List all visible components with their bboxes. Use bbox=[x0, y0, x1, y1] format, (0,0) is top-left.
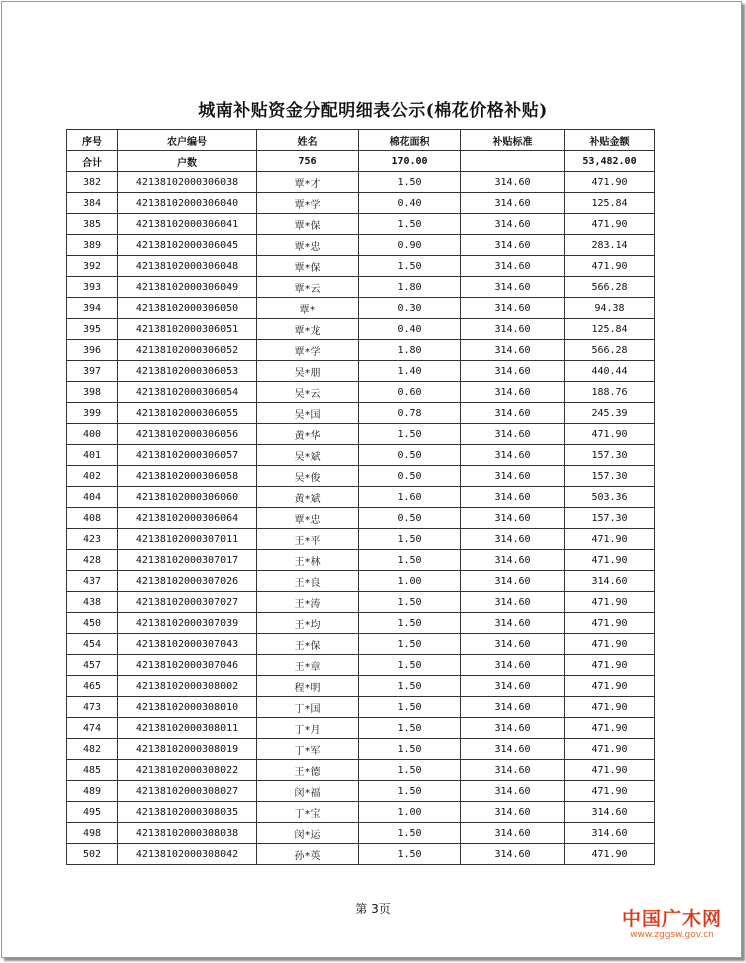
name-cell: 覃* bbox=[257, 298, 359, 319]
rate-cell: 314.60 bbox=[461, 361, 565, 382]
seq-cell: 395 bbox=[67, 319, 118, 340]
farmer-id-cell: 42138102000306045 bbox=[118, 235, 257, 256]
amount-cell: 314.60 bbox=[565, 802, 655, 823]
farmer-id-cell: 42138102000307043 bbox=[118, 634, 257, 655]
table-row bbox=[67, 277, 655, 298]
watermark-url: www.zggsw.gov.cn bbox=[630, 930, 714, 940]
seq-cell: 398 bbox=[67, 382, 118, 403]
rate-cell: 314.60 bbox=[461, 823, 565, 844]
rate-cell: 314.60 bbox=[461, 445, 565, 466]
name-cell: 覃*保 bbox=[257, 256, 359, 277]
amount-cell: 471.90 bbox=[565, 550, 655, 571]
seq-cell: 498 bbox=[67, 823, 118, 844]
name-cell: 王*均 bbox=[257, 613, 359, 634]
table-row bbox=[67, 361, 655, 382]
farmer-id-cell: 42138102000306058 bbox=[118, 466, 257, 487]
amount-cell: 94.38 bbox=[565, 298, 655, 319]
farmer-id-cell: 42138102000307046 bbox=[118, 655, 257, 676]
area-cell: 1.60 bbox=[359, 487, 461, 508]
farmer-id-cell: 42138102000308038 bbox=[118, 823, 257, 844]
column-header-farmer-id: 农户编号 bbox=[118, 130, 257, 151]
amount-cell: 471.90 bbox=[565, 256, 655, 277]
name-cell: 丁*宝 bbox=[257, 802, 359, 823]
table-row bbox=[67, 550, 655, 571]
area-cell: 1.50 bbox=[359, 739, 461, 760]
farmer-id-cell: 42138102000306057 bbox=[118, 445, 257, 466]
farmer-id-cell: 42138102000306052 bbox=[118, 340, 257, 361]
table-row bbox=[67, 634, 655, 655]
column-header-name: 姓名 bbox=[257, 130, 359, 151]
name-cell: 王*林 bbox=[257, 550, 359, 571]
rate-cell: 314.60 bbox=[461, 424, 565, 445]
seq-cell: 399 bbox=[67, 403, 118, 424]
farmer-id-cell: 42138102000306056 bbox=[118, 424, 257, 445]
seq-cell: 402 bbox=[67, 466, 118, 487]
name-cell: 吴*朋 bbox=[257, 361, 359, 382]
table-row bbox=[67, 844, 655, 865]
area-cell: 1.50 bbox=[359, 718, 461, 739]
amount-cell: 440.44 bbox=[565, 361, 655, 382]
rate-cell: 314.60 bbox=[461, 466, 565, 487]
amount-cell: 471.90 bbox=[565, 529, 655, 550]
name-cell: 吴*斌 bbox=[257, 445, 359, 466]
seq-cell: 393 bbox=[67, 277, 118, 298]
amount-cell: 314.60 bbox=[565, 571, 655, 592]
table-row bbox=[67, 487, 655, 508]
amount-cell: 157.30 bbox=[565, 445, 655, 466]
rate-cell: 314.60 bbox=[461, 613, 565, 634]
farmer-id-cell: 42138102000306050 bbox=[118, 298, 257, 319]
seq-cell: 423 bbox=[67, 529, 118, 550]
name-cell: 程*明 bbox=[257, 676, 359, 697]
area-cell: 1.50 bbox=[359, 634, 461, 655]
area-cell: 1.50 bbox=[359, 823, 461, 844]
seq-cell: 384 bbox=[67, 193, 118, 214]
farmer-id-cell: 42138102000308019 bbox=[118, 739, 257, 760]
seq-cell: 385 bbox=[67, 214, 118, 235]
seq-cell: 389 bbox=[67, 235, 118, 256]
rate-cell: 314.60 bbox=[461, 214, 565, 235]
table-row bbox=[67, 424, 655, 445]
seq-cell: 397 bbox=[67, 361, 118, 382]
table-row bbox=[67, 529, 655, 550]
rate-cell: 314.60 bbox=[461, 319, 565, 340]
rate-cell: 314.60 bbox=[461, 760, 565, 781]
rate-cell: 314.60 bbox=[461, 802, 565, 823]
area-cell: 1.50 bbox=[359, 256, 461, 277]
area-cell: 1.50 bbox=[359, 214, 461, 235]
seq-cell: 437 bbox=[67, 571, 118, 592]
table-row bbox=[67, 193, 655, 214]
seq-cell: 408 bbox=[67, 508, 118, 529]
area-cell: 1.50 bbox=[359, 550, 461, 571]
total-amount: 53,482.00 bbox=[565, 151, 655, 172]
name-cell: 覃*学 bbox=[257, 193, 359, 214]
table-row bbox=[67, 172, 655, 193]
table-row bbox=[67, 718, 655, 739]
name-cell: 丁*军 bbox=[257, 739, 359, 760]
area-cell: 1.50 bbox=[359, 676, 461, 697]
name-cell: 覃*才 bbox=[257, 172, 359, 193]
rate-cell: 314.60 bbox=[461, 529, 565, 550]
table-row bbox=[67, 760, 655, 781]
name-cell: 王*良 bbox=[257, 571, 359, 592]
amount-cell: 314.60 bbox=[565, 823, 655, 844]
amount-cell: 471.90 bbox=[565, 424, 655, 445]
farmer-id-cell: 42138102000307027 bbox=[118, 592, 257, 613]
seq-cell: 485 bbox=[67, 760, 118, 781]
farmer-id-cell: 42138102000306049 bbox=[118, 277, 257, 298]
farmer-id-cell: 42138102000308042 bbox=[118, 844, 257, 865]
rate-cell: 314.60 bbox=[461, 382, 565, 403]
rate-cell: 314.60 bbox=[461, 193, 565, 214]
name-cell: 丁*月 bbox=[257, 718, 359, 739]
amount-cell: 471.90 bbox=[565, 655, 655, 676]
amount-cell: 471.90 bbox=[565, 592, 655, 613]
farmer-id-cell: 42138102000306051 bbox=[118, 319, 257, 340]
page-number: 第 3页 bbox=[355, 902, 391, 916]
name-cell: 闵*福 bbox=[257, 781, 359, 802]
table-row bbox=[67, 445, 655, 466]
amount-cell: 283.14 bbox=[565, 235, 655, 256]
amount-cell: 125.84 bbox=[565, 319, 655, 340]
table-row bbox=[67, 466, 655, 487]
rate-cell: 314.60 bbox=[461, 655, 565, 676]
name-cell: 王*德 bbox=[257, 760, 359, 781]
amount-cell: 471.90 bbox=[565, 760, 655, 781]
table-row bbox=[67, 676, 655, 697]
farmer-id-cell: 42138102000308011 bbox=[118, 718, 257, 739]
area-cell: 0.30 bbox=[359, 298, 461, 319]
seq-cell: 454 bbox=[67, 634, 118, 655]
amount-cell: 245.39 bbox=[565, 403, 655, 424]
name-cell: 覃*忠 bbox=[257, 235, 359, 256]
farmer-id-cell: 42138102000308027 bbox=[118, 781, 257, 802]
table-row bbox=[67, 214, 655, 235]
name-cell: 吴*国 bbox=[257, 403, 359, 424]
amount-cell: 188.76 bbox=[565, 382, 655, 403]
area-cell: 1.80 bbox=[359, 277, 461, 298]
rate-cell: 314.60 bbox=[461, 781, 565, 802]
name-cell: 覃*云 bbox=[257, 277, 359, 298]
name-cell: 王*涛 bbox=[257, 592, 359, 613]
area-cell: 1.40 bbox=[359, 361, 461, 382]
amount-cell: 471.90 bbox=[565, 214, 655, 235]
area-cell: 0.40 bbox=[359, 193, 461, 214]
household-count: 756 bbox=[257, 151, 359, 172]
name-cell: 覃*忠 bbox=[257, 508, 359, 529]
document-title: 城南补贴资金分配明细表公示(棉花价格补贴) bbox=[198, 101, 548, 121]
amount-cell: 503.36 bbox=[565, 487, 655, 508]
amount-cell: 471.90 bbox=[565, 613, 655, 634]
amount-cell: 471.90 bbox=[565, 676, 655, 697]
amount-cell: 157.30 bbox=[565, 466, 655, 487]
area-cell: 1.50 bbox=[359, 781, 461, 802]
area-cell: 0.50 bbox=[359, 508, 461, 529]
farmer-id-cell: 42138102000306055 bbox=[118, 403, 257, 424]
farmer-id-cell: 42138102000308035 bbox=[118, 802, 257, 823]
table-row bbox=[67, 697, 655, 718]
table-row bbox=[67, 382, 655, 403]
name-cell: 覃*学 bbox=[257, 340, 359, 361]
amount-cell: 471.90 bbox=[565, 739, 655, 760]
amount-cell: 471.90 bbox=[565, 634, 655, 655]
farmer-id-cell: 42138102000306041 bbox=[118, 214, 257, 235]
farmer-id-cell: 42138102000307026 bbox=[118, 571, 257, 592]
area-cell: 0.90 bbox=[359, 235, 461, 256]
area-cell: 0.40 bbox=[359, 319, 461, 340]
column-header-subsidy-rate: 补贴标准 bbox=[461, 130, 565, 151]
name-cell: 王*平 bbox=[257, 529, 359, 550]
name-cell: 黄*斌 bbox=[257, 487, 359, 508]
column-header-seq: 序号 bbox=[67, 130, 118, 151]
seq-cell: 401 bbox=[67, 445, 118, 466]
area-cell: 0.60 bbox=[359, 382, 461, 403]
seq-cell: 457 bbox=[67, 655, 118, 676]
farmer-id-cell: 42138102000306054 bbox=[118, 382, 257, 403]
seq-cell: 465 bbox=[67, 676, 118, 697]
seq-cell: 474 bbox=[67, 718, 118, 739]
seq-cell: 502 bbox=[67, 844, 118, 865]
name-cell: 黄*华 bbox=[257, 424, 359, 445]
area-cell: 1.50 bbox=[359, 529, 461, 550]
farmer-id-cell: 42138102000308002 bbox=[118, 676, 257, 697]
area-cell: 1.80 bbox=[359, 340, 461, 361]
seq-cell: 392 bbox=[67, 256, 118, 277]
table-row bbox=[67, 403, 655, 424]
farmer-id-cell: 42138102000306040 bbox=[118, 193, 257, 214]
name-cell: 王*章 bbox=[257, 655, 359, 676]
area-cell: 1.00 bbox=[359, 802, 461, 823]
rate-cell: 314.60 bbox=[461, 550, 565, 571]
amount-cell: 471.90 bbox=[565, 172, 655, 193]
farmer-id-cell: 42138102000307017 bbox=[118, 550, 257, 571]
header-row bbox=[67, 130, 655, 151]
table-row bbox=[67, 256, 655, 277]
farmer-id-cell: 42138102000306053 bbox=[118, 361, 257, 382]
column-header-subsidy-amount: 补贴金额 bbox=[565, 130, 655, 151]
area-cell: 1.50 bbox=[359, 613, 461, 634]
table-row bbox=[67, 781, 655, 802]
table-row bbox=[67, 592, 655, 613]
area-cell: 1.50 bbox=[359, 844, 461, 865]
area-cell: 0.50 bbox=[359, 445, 461, 466]
seq-cell: 489 bbox=[67, 781, 118, 802]
household-count-label: 户数 bbox=[118, 151, 257, 172]
seq-cell: 404 bbox=[67, 487, 118, 508]
table-row bbox=[67, 298, 655, 319]
rate-cell: 314.60 bbox=[461, 256, 565, 277]
subsidy-table bbox=[66, 129, 655, 865]
name-cell: 吴*云 bbox=[257, 382, 359, 403]
name-cell: 覃*保 bbox=[257, 214, 359, 235]
farmer-id-cell: 42138102000307039 bbox=[118, 613, 257, 634]
seq-cell: 428 bbox=[67, 550, 118, 571]
column-header-cotton-area: 棉花面积 bbox=[359, 130, 461, 151]
farmer-id-cell: 42138102000306064 bbox=[118, 508, 257, 529]
seq-cell: 438 bbox=[67, 592, 118, 613]
rate-cell: 314.60 bbox=[461, 508, 565, 529]
seq-cell: 396 bbox=[67, 340, 118, 361]
amount-cell: 125.84 bbox=[565, 193, 655, 214]
amount-cell: 566.28 bbox=[565, 340, 655, 361]
rate-cell: 314.60 bbox=[461, 571, 565, 592]
area-cell: 0.78 bbox=[359, 403, 461, 424]
farmer-id-cell: 42138102000308010 bbox=[118, 697, 257, 718]
rate-cell: 314.60 bbox=[461, 487, 565, 508]
watermark-name: 中国广木网 bbox=[621, 908, 722, 930]
site-watermark-logo bbox=[620, 908, 724, 940]
seq-cell: 400 bbox=[67, 424, 118, 445]
rate-cell: 314.60 bbox=[461, 340, 565, 361]
total-rate bbox=[461, 151, 565, 172]
area-cell: 1.50 bbox=[359, 172, 461, 193]
seq-cell: 394 bbox=[67, 298, 118, 319]
total-label: 合计 bbox=[67, 151, 118, 172]
amount-cell: 471.90 bbox=[565, 718, 655, 739]
name-cell: 吴*俊 bbox=[257, 466, 359, 487]
area-cell: 1.00 bbox=[359, 571, 461, 592]
farmer-id-cell: 42138102000308022 bbox=[118, 760, 257, 781]
rate-cell: 314.60 bbox=[461, 235, 565, 256]
seq-cell: 382 bbox=[67, 172, 118, 193]
name-cell: 丁*国 bbox=[257, 697, 359, 718]
rate-cell: 314.60 bbox=[461, 676, 565, 697]
table-row bbox=[67, 340, 655, 361]
name-cell: 闵*运 bbox=[257, 823, 359, 844]
amount-cell: 471.90 bbox=[565, 781, 655, 802]
farmer-id-cell: 42138102000306060 bbox=[118, 487, 257, 508]
rate-cell: 314.60 bbox=[461, 718, 565, 739]
rate-cell: 314.60 bbox=[461, 844, 565, 865]
farmer-id-cell: 42138102000307011 bbox=[118, 529, 257, 550]
rate-cell: 314.60 bbox=[461, 298, 565, 319]
table-row bbox=[67, 802, 655, 823]
table-row bbox=[67, 613, 655, 634]
rate-cell: 314.60 bbox=[461, 172, 565, 193]
seq-cell: 482 bbox=[67, 739, 118, 760]
area-cell: 1.50 bbox=[359, 655, 461, 676]
area-cell: 1.50 bbox=[359, 760, 461, 781]
total-area: 170.00 bbox=[359, 151, 461, 172]
name-cell: 孙*英 bbox=[257, 844, 359, 865]
table-row bbox=[67, 235, 655, 256]
amount-cell: 157.30 bbox=[565, 508, 655, 529]
amount-cell: 471.90 bbox=[565, 697, 655, 718]
rate-cell: 314.60 bbox=[461, 592, 565, 613]
rate-cell: 314.60 bbox=[461, 277, 565, 298]
seq-cell: 495 bbox=[67, 802, 118, 823]
seq-cell: 473 bbox=[67, 697, 118, 718]
area-cell: 1.50 bbox=[359, 592, 461, 613]
farmer-id-cell: 42138102000306048 bbox=[118, 256, 257, 277]
amount-cell: 471.90 bbox=[565, 844, 655, 865]
table-row bbox=[67, 571, 655, 592]
area-cell: 0.50 bbox=[359, 466, 461, 487]
table-row bbox=[67, 508, 655, 529]
seq-cell: 450 bbox=[67, 613, 118, 634]
area-cell: 1.50 bbox=[359, 697, 461, 718]
table-row bbox=[67, 319, 655, 340]
table-row bbox=[67, 823, 655, 844]
table-row bbox=[67, 739, 655, 760]
area-cell: 1.50 bbox=[359, 424, 461, 445]
total-row bbox=[67, 151, 655, 172]
rate-cell: 314.60 bbox=[461, 697, 565, 718]
name-cell: 王*保 bbox=[257, 634, 359, 655]
farmer-id-cell: 42138102000306038 bbox=[118, 172, 257, 193]
rate-cell: 314.60 bbox=[461, 403, 565, 424]
name-cell: 覃*龙 bbox=[257, 319, 359, 340]
rate-cell: 314.60 bbox=[461, 739, 565, 760]
rate-cell: 314.60 bbox=[461, 634, 565, 655]
amount-cell: 566.28 bbox=[565, 277, 655, 298]
table-row bbox=[67, 655, 655, 676]
